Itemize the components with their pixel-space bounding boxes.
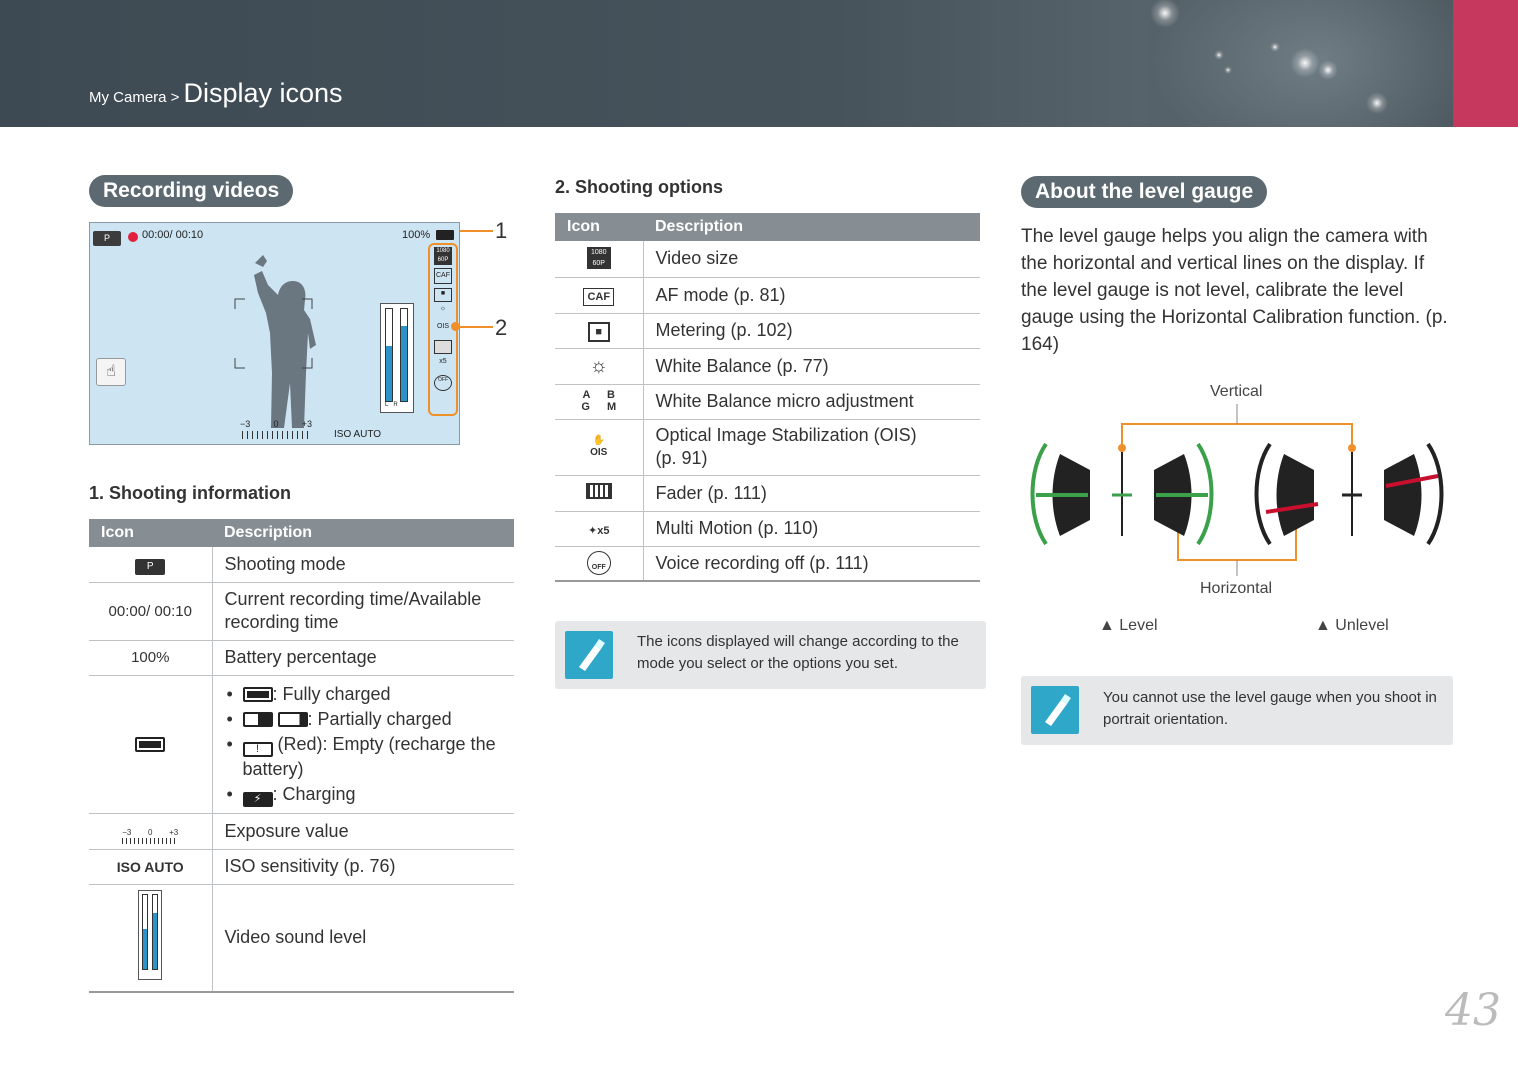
screen-battery-percent: 100% (402, 229, 431, 241)
chapter-tab (1453, 0, 1518, 127)
lens-flare (1270, 42, 1280, 52)
battery-full-icon (135, 737, 165, 752)
table-row: ☼ White Balance (p. 77) (555, 348, 980, 384)
shooting-options-table (555, 213, 980, 582)
note-box: You cannot use the level gauge when you shoot in portrait orientation. (1021, 676, 1453, 745)
shooting-information-table (89, 519, 514, 993)
battery-empty-icon: ! (243, 742, 273, 757)
af-mode-icon: CAF (583, 288, 614, 306)
white-balance-icon: ☼ (555, 348, 643, 384)
table-row: OFF Voice recording off (p. 111) (555, 546, 980, 581)
lens-flare (1366, 92, 1388, 114)
table-row: 100% Battery percentage (89, 640, 514, 675)
fader-icon (586, 483, 612, 499)
section-title-level-gauge: About the level gauge (1021, 176, 1267, 208)
table-row: 1080 60P Video size (555, 241, 980, 277)
ois-icon: ✋ OIS (590, 434, 608, 458)
battery-half-icon (243, 712, 273, 727)
table-row: −3 0 +3 Exposure value (89, 813, 514, 849)
table-row: Video sound level (89, 884, 514, 992)
callout-1: 1 (495, 218, 508, 243)
label-horizontal: Horizontal (1200, 580, 1273, 597)
table-title-shooting-options: 2. Shooting options (555, 177, 723, 197)
touch-shot-icon: ☝ (96, 358, 126, 386)
table-row: ✋ OIS Optical Image Stabilization (OIS) (p. 91) (555, 419, 980, 475)
exposure-scale-icon: −3 0 +3 (122, 829, 178, 844)
exposure-ticks (242, 431, 310, 439)
table-row: CAF AF mode (p. 81) (555, 277, 980, 313)
camera-screen-illustration (89, 222, 460, 445)
section-title-recording-videos: Recording videos (89, 175, 293, 207)
col-description: Description (643, 213, 980, 241)
meter-letters: L R (385, 402, 398, 408)
screen-iso: ISO AUTO (334, 429, 382, 440)
callout-dot (451, 322, 460, 331)
lens-flare (1214, 50, 1224, 60)
table-row: ✦x5 Multi Motion (p. 110) (555, 511, 980, 546)
wb-micro-adjust-icon: A B G M (581, 388, 617, 413)
label-vertical: Vertical (1210, 383, 1263, 400)
table-row: ■ Metering (p. 102) (555, 313, 980, 348)
battery-charging-icon: ⚡ (243, 792, 273, 807)
table-row: 00:00/ 00:10 Current recording time/Available recording time (89, 582, 514, 640)
screen-time: 00:00/ 00:10 (142, 229, 204, 241)
shooting-mode-icon: P (135, 559, 165, 575)
col-icon: Icon (555, 213, 643, 241)
voice-off-icon: OFF (587, 551, 611, 575)
battery-low-icon (278, 712, 308, 727)
callout-2: 2 (495, 315, 508, 340)
page-number: 43 (1445, 985, 1501, 1036)
video-size-icon: 1080 60P (587, 247, 611, 269)
level-gauge-diagram (1020, 400, 1450, 580)
time-icon: 00:00/ 00:10 (89, 582, 212, 640)
sound-level-icon (138, 890, 162, 980)
table-row: • : Fully charged • : Partially charged • ! (Red): Empty (recharge the battery) • ⚡ : Charging (89, 675, 514, 813)
lens-flare (1318, 60, 1338, 80)
lens-flare (1224, 66, 1232, 74)
col-icon: Icon (89, 519, 212, 547)
shooting-mode-icon: P (93, 231, 121, 246)
sound-level-meter (380, 303, 414, 413)
screen-exposure-scale: −3 0 +3 (240, 419, 312, 429)
battery-percent-icon: 100% (89, 640, 212, 675)
callout-line (460, 230, 493, 232)
label-unlevel: ▲ Unlevel (1315, 617, 1389, 634)
page-title: Display icons (183, 78, 343, 108)
breadcrumb (89, 78, 343, 109)
table-row: P Shooting mode (89, 547, 514, 582)
label-level: ▲ Level (1099, 617, 1158, 634)
breadcrumb-parent[interactable]: My Camera > (89, 89, 180, 106)
battery-full-icon (243, 687, 273, 702)
iso-icon: ISO AUTO (89, 849, 212, 884)
note-box: The icons displayed will change according to the mode you select or the options you set. (555, 621, 986, 689)
col-description: Description (212, 519, 514, 547)
table-row: ISO AUTO ISO sensitivity (p. 76) (89, 849, 514, 884)
level-gauge-description: The level gauge helps you align the camera with the horizontal and vertical lines on the display. If the level gauge is not level, calibrate the level gauge using the Horizontal Calibration function. (p. 164) (1021, 226, 1448, 355)
multi-motion-icon: ✦x5 (588, 525, 610, 537)
table-row: A B G M White Balance micro adjustment (555, 384, 980, 419)
pen-note-icon (565, 631, 613, 679)
screen-option-icons: 1080 60P CAF ■ ☼ OIS x5 OFF (434, 247, 452, 391)
lens-flare (1290, 48, 1320, 78)
pen-note-icon (1031, 686, 1079, 734)
table-row: Fader (p. 111) (555, 475, 980, 511)
page-header (0, 0, 1518, 127)
table-title-shooting-information: 1. Shooting information (89, 483, 291, 503)
metering-icon: ■ (588, 322, 610, 342)
callout-line (455, 326, 493, 328)
